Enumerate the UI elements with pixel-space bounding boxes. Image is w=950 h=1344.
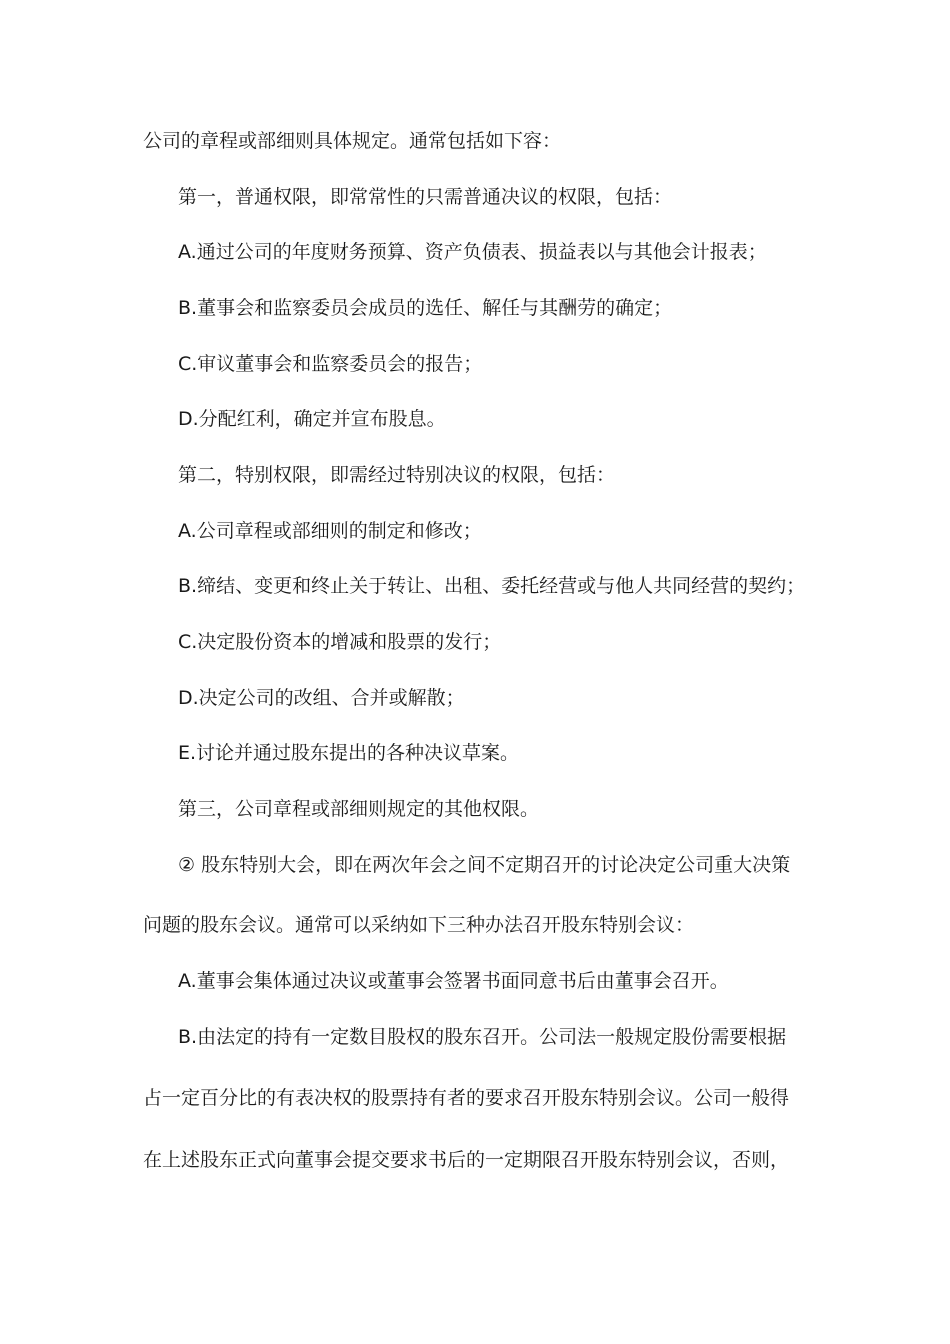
paragraph-line: ② 股东特别大会，即在两次年会之间不定期召开的讨论决定公司重大决策 [178, 854, 791, 876]
paragraph-line: 占一定百分比的有表决权的股票持有者的要求召开股东特别会议。公司一般得 [143, 1087, 790, 1109]
paragraph-line: 公司的章程或部细则具体规定。通常包括如下容： [143, 130, 562, 152]
list-item: D.决定公司的改组、合并或解散； [178, 687, 465, 709]
list-item: E.讨论并通过股东提出的各种决议草案。 [178, 742, 520, 764]
list-item: B.缔结、变更和终止关于转让、出租、委托经营或与他人共同经营的契约； [178, 575, 806, 597]
list-item: B.由法定的持有一定数目股权的股东召开。公司法一般规定股份需要根据 [178, 1026, 787, 1048]
paragraph-line: 第三，公司章程或部细则规定的其他权限。 [178, 798, 540, 820]
list-item: C.审议董事会和监察委员会的报告； [178, 353, 483, 375]
list-item: A.董事会集体通过决议或董事会签署书面同意书后由董事会召开。 [178, 970, 729, 992]
paragraph-line: 第一，普通权限，即常常性的只需普通决议的权限，包括： [178, 186, 673, 208]
list-item: A.公司章程或部细则的制定和修改； [178, 520, 482, 542]
paragraph-line: 问题的股东会议。通常可以采纳如下三种办法召开股东特别会议： [143, 914, 695, 936]
paragraph-line: 在上述股东正式向董事会提交要求书后的一定期限召开股东特别会议，否则， [143, 1149, 790, 1171]
paragraph-line: 第二，特别权限，即需经过特别决议的权限，包括： [178, 464, 616, 486]
list-item: A.通过公司的年度财务预算、资产负债表、损益表以与其他会计报表； [178, 241, 767, 263]
list-item: C.决定股份资本的增减和股票的发行； [178, 631, 502, 653]
list-item: B.董事会和监察委员会成员的选任、解任与其酬劳的确定； [178, 297, 673, 319]
list-item: D.分配红利，确定并宣布股息。 [178, 408, 446, 430]
